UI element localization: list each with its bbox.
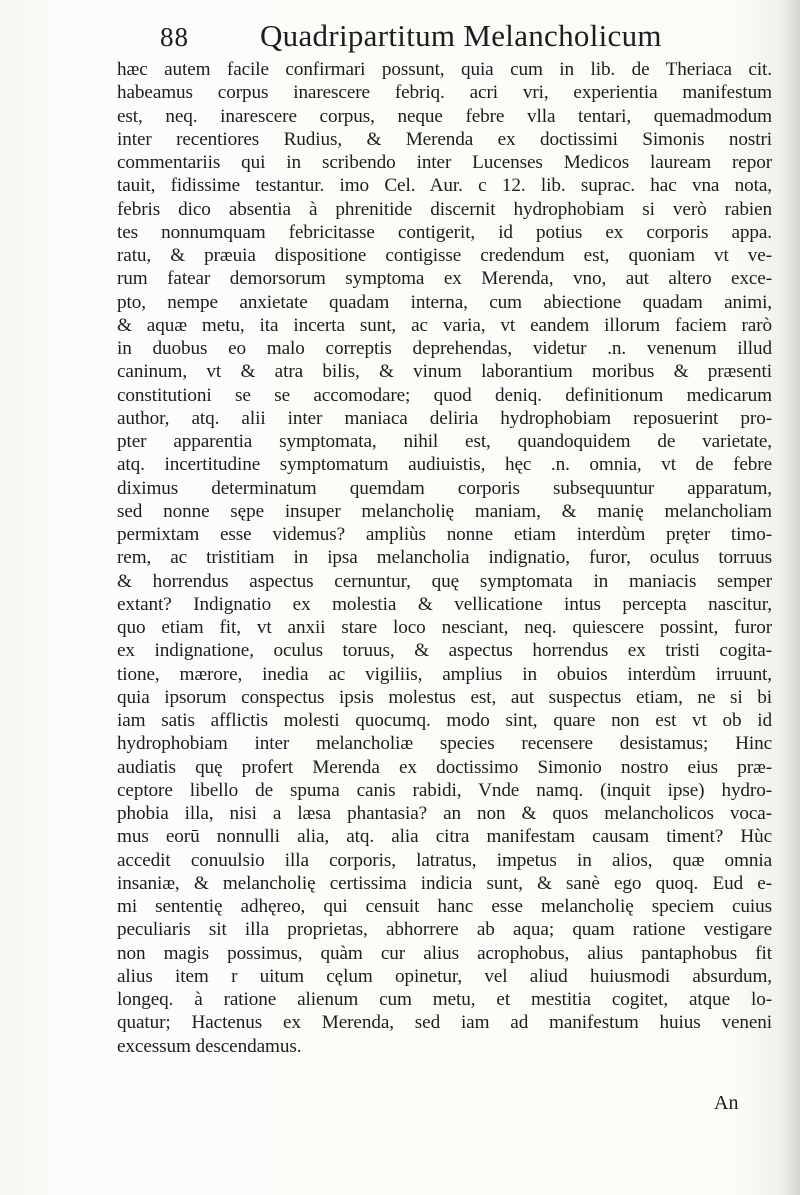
catchword: An — [714, 1092, 739, 1114]
text-line: caninum, vt & atra bilis, & vinum laborantium moribus & præsenti — [117, 361, 772, 383]
text-line: ceptore libello de spuma canis rabidi, Vnde namq. (inquit ipse) hydro- — [117, 779, 772, 801]
text-line: & horrendus aspectus cernuntur, quę symptomata in maniacis semper — [117, 570, 772, 592]
page-number: 88 — [160, 22, 189, 52]
text-line-last: excessum descendamus. — [117, 1035, 302, 1057]
text-line: tione, mærore, inedia ac vigiliis, amplius in obuios interdùm irruunt, — [117, 663, 772, 685]
text-line: quia ipsorum conspectus ipsis molestus est, aut suspectus etiam, ne si bi — [117, 686, 772, 708]
text-line: iam satis afflictis molesti quocumq. modo sint, quare non est vt ob id — [117, 710, 772, 731]
text-line: mus eorū nonnulli alia, atq. alia citra manifestam causam timent? Hùc — [117, 826, 772, 848]
text-line: quatur; Hactenus ex Merenda, sed iam ad manifestum huius veneni — [117, 1012, 772, 1034]
text-line: audiatis quę profert Merenda ex doctissimo Simonio nostro eius præ- — [117, 756, 772, 778]
text-line: permixtam esse videmus? ampliùs nonne etiam interdùm pręter timo- — [117, 524, 772, 545]
text-line: pter apparentia symptomata, nihil est, quandoquidem de varietate, — [117, 431, 772, 452]
text-line: pto, nempe anxietate quadam interna, cum abiectione quadam animi, — [117, 291, 772, 313]
text-line: quo etiam fit, vt anxii stare loco nesciant, neq. quiescere possint, furor — [117, 617, 772, 638]
text-line: tauit, fidissime testantur. imo Cel. Aur. c 12. lib. suprac. hac vna nota, — [117, 175, 772, 197]
text-line: sed nonne sępe insuper melancholię maniam, & manię melancholiam — [117, 500, 772, 522]
text-line: longeq. à ratione alienum cum metu, et mestitia cogitet, atque lo- — [117, 989, 772, 1010]
text-line: ex indignatione, oculus toruus, & aspectus horrendus ex tristi cogita- — [117, 640, 772, 662]
text-line: extant? Indignatio ex molestia & vellicatione intus percepta nascitur, — [117, 593, 772, 615]
text-line: phobia illa, nisi a læsa phantasia? an non & quos melancholicos voca- — [117, 803, 772, 824]
text-line: habeamus corpus inarescere febriq. acri vri, experientia manifestum — [117, 82, 772, 104]
text-line: in duobus eo malo correptis deprehendas, videtur .n. venenum illud — [117, 338, 772, 359]
text-line: peculiaris sit illa proprietas, abhorrere ab aqua; quam ratione vestigare — [117, 919, 772, 941]
text-line: atq. incertitudine symptomatum audiuistis, hęc .n. omnia, vt de febre — [117, 454, 772, 476]
text-line: accedit conuulsio illa corporis, latratus, impetus in alios, quæ omnia — [117, 849, 772, 871]
text-line: non magis possimus, quàm cur alius acrophobus, alius pantaphobus fit — [117, 942, 772, 964]
text-line: author, atq. alii inter maniaca deliria hydrophobiam reposuerint pro- — [117, 407, 772, 429]
running-head — [160, 18, 780, 54]
text-line: est, neq. inarescere corpus, neque febre vlla tentari, quemadmodum — [117, 105, 772, 127]
text-line: tes nonnumquam febricitasse contigerit, id potius ex corporis appa. — [117, 221, 772, 243]
text-line: hæc autem facile confirmari possunt, quia cum in lib. de Theriaca cit. — [117, 59, 772, 80]
text-line: rem, ac tristitiam in ipsa melancholia indignatio, furor, oculus torruus — [117, 547, 772, 569]
text-line: diximus determinatum quemdam corporis subsequuntur apparatum, — [117, 477, 772, 499]
running-title: Quadripartitum Melancholicum — [260, 18, 662, 53]
text-line: alius item r uitum cęlum opinetur, vel aliud huiusmodi absurdum, — [117, 965, 772, 987]
body-text — [117, 58, 772, 1058]
text-line: rum fatear demorsorum symptoma ex Merenda, vno, aut altero exce- — [117, 268, 772, 290]
text-line: commentariis qui in scribendo inter Lucenses Medicos lauream repor — [117, 152, 772, 173]
text-line: hydrophobiam inter melancholiæ species recensere desistamus; Hinc — [117, 733, 772, 755]
text-line: & aquæ metu, ita incerta sunt, ac varia, vt eandem illorum faciem rarò — [117, 314, 772, 336]
text-line: insaniæ, & melancholię certissima indicia sunt, & sanè ego quoq. Eud e- — [117, 872, 772, 894]
text-line: inter recentiores Rudius, & Merenda ex doctissimi Simonis nostri — [117, 128, 772, 150]
page-edge-shadow — [782, 0, 800, 1195]
text-line: febris dico absentia à phrenitide discernit hydrophobiam si verò rabien — [117, 198, 772, 220]
text-line: mi sententię adhęreo, qui censuit hanc esse melancholię speciem cuius — [117, 896, 772, 917]
text-line: ratu, & præuia dispositione contigisse credendum est, quoniam vt ve- — [117, 245, 772, 266]
text-line: constitutioni se se accomodare; quod deniq. definitionum medicarum — [117, 384, 772, 406]
